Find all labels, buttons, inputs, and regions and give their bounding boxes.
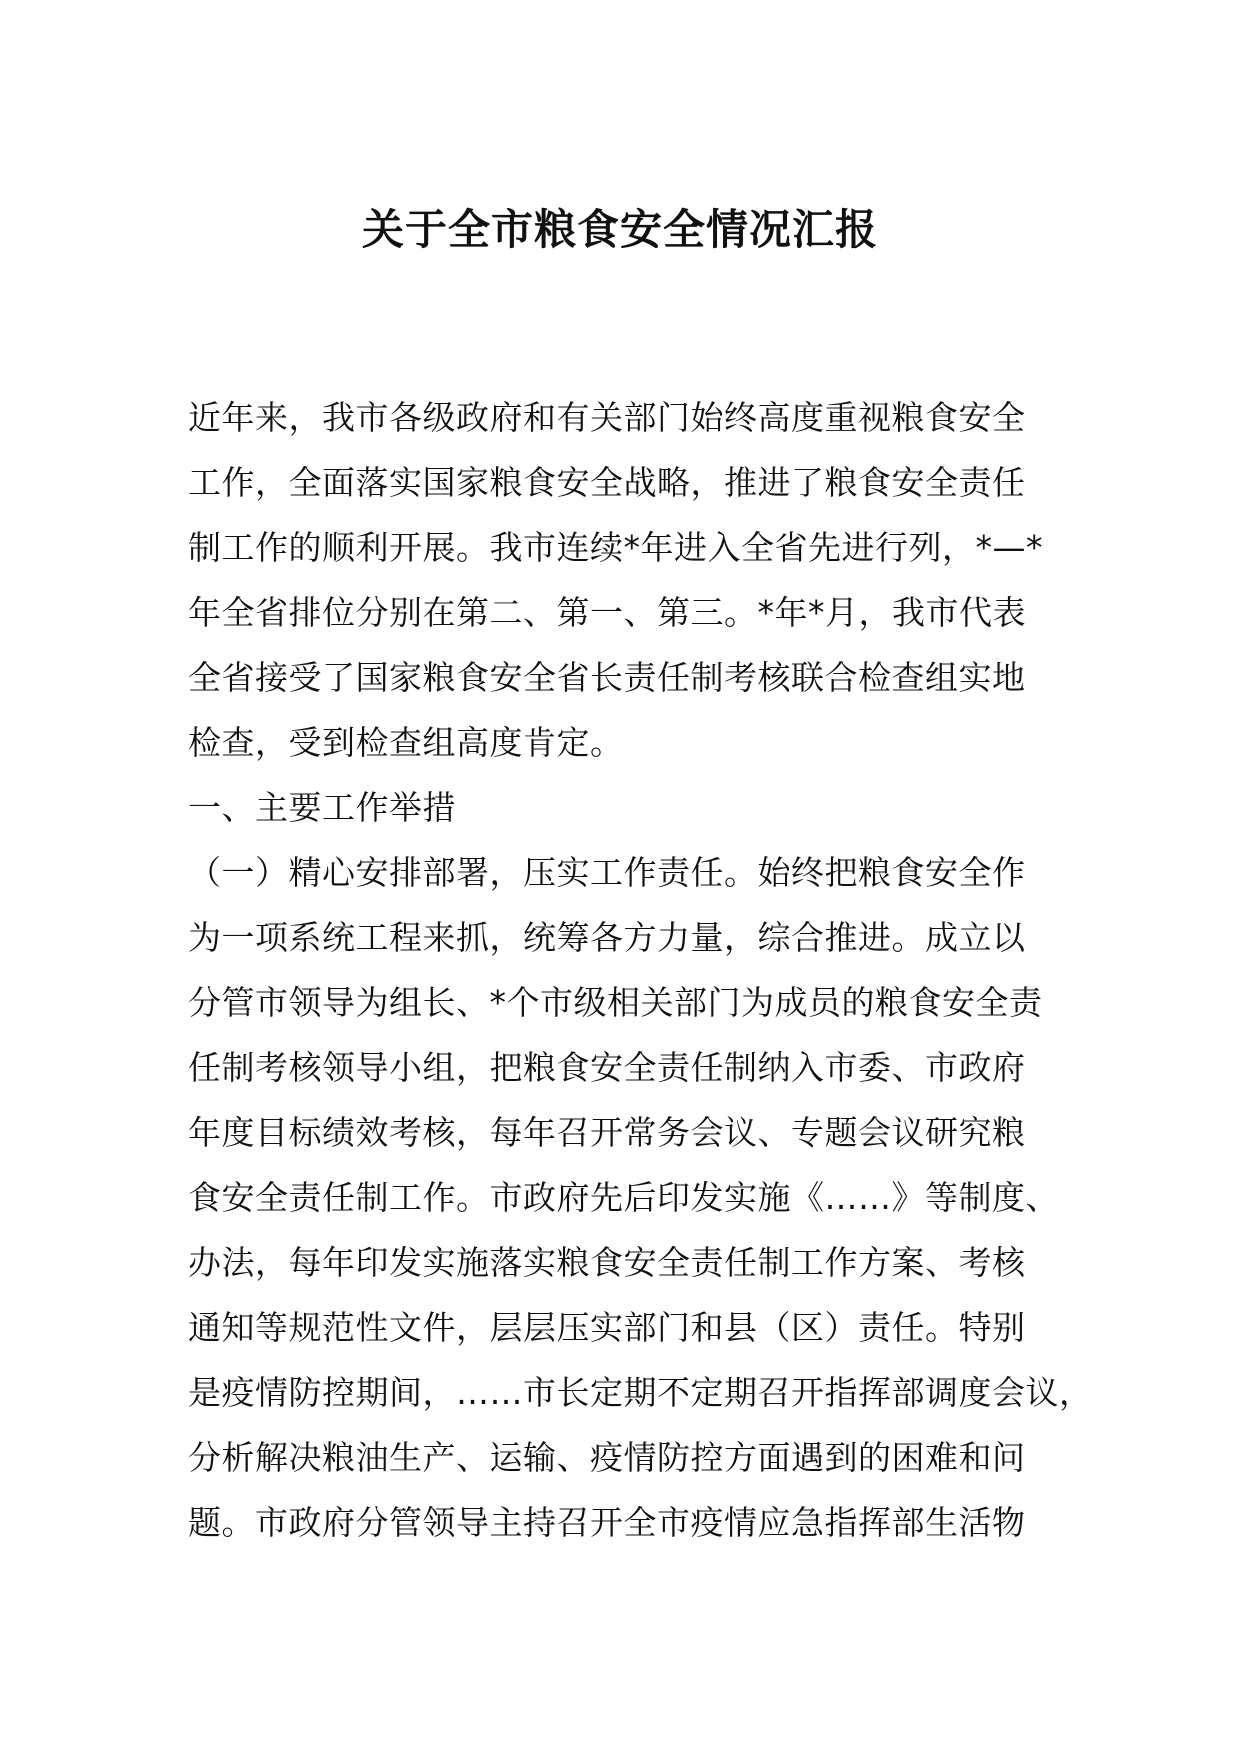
body-line: 办法，每年印发实施落实粮食安全责任制工作方案、考核 xyxy=(188,1243,1026,1282)
body-line: 检查，受到检查组高度肯定。 xyxy=(188,723,624,762)
body-line: 工作，全面落实国家粮食安全战略，推进了粮食安全责任 xyxy=(188,463,1026,502)
document-title: 关于全市粮食安全情况汇报 xyxy=(361,205,878,254)
document-body xyxy=(188,385,1093,1555)
body-line: 年全省排位分别在第二、第一、第三。*年*月，我市代表 xyxy=(188,593,1026,632)
body-line: 制工作的顺利开展。我市连续*年进入全省先进行列，*—* xyxy=(188,528,1043,567)
body-line: （一）精心安排部署，压实工作责任。始终把粮食安全作 xyxy=(188,853,1026,892)
body-line: 食安全责任制工作。市政府先后印发实施《……》等制度、 xyxy=(188,1178,1059,1217)
body-line: 全省接受了国家粮食安全省长责任制考核联合检查组实地 xyxy=(188,658,1026,697)
body-line: 近年来，我市各级政府和有关部门始终高度重视粮食安全 xyxy=(188,398,1026,437)
body-line: 分管市领导为组长、*个市级相关部门为成员的粮食安全责 xyxy=(188,983,1043,1022)
body-line: 是疫情防控期间，……市长定期不定期召开指挥部调度会议， xyxy=(188,1373,1093,1412)
body-line: 任制考核领导小组，把粮食安全责任制纳入市委、市政府 xyxy=(188,1048,1026,1087)
body-line: 年度目标绩效考核，每年召开常务会议、专题会议研究粮 xyxy=(188,1113,1026,1152)
body-line: 题。市政府分管领导主持召开全市疫情应急指挥部生活物 xyxy=(188,1503,1026,1542)
body-line: 通知等规范性文件，层层压实部门和县（区）责任。特别 xyxy=(188,1308,1026,1347)
body-line: 分析解决粮油生产、运输、疫情防控方面遇到的困难和问 xyxy=(188,1438,1026,1477)
body-line: 为一项系统工程来抓，统筹各方力量，综合推进。成立以 xyxy=(188,918,1026,957)
section-heading: 一、主要工作举措 xyxy=(188,788,456,827)
